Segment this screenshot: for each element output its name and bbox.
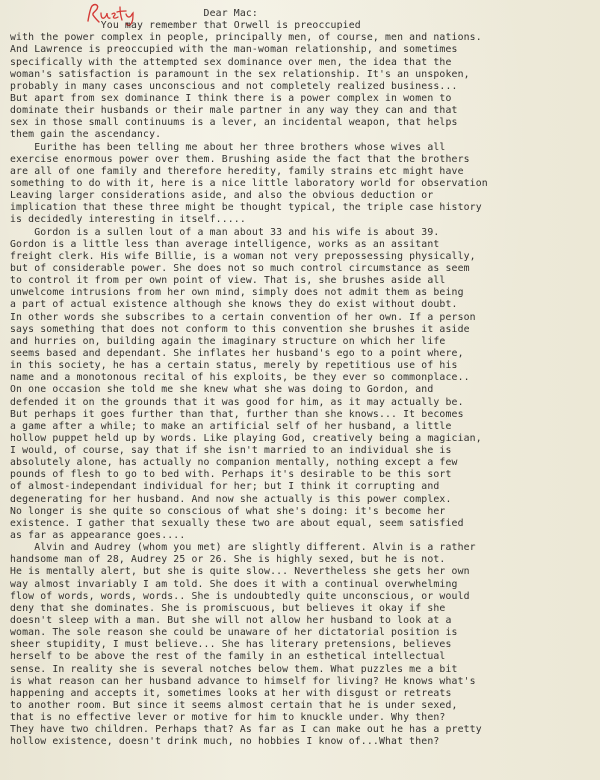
letter-body (10, 8, 596, 749)
letter-line: seems based and dependant. She inflates her husband's ego to a point where, (10, 347, 464, 359)
letter-line: to control it from per own point of view. That is, she brushes aside all (10, 275, 446, 287)
letter-line: absolutely alone, has actually no companion mentally, nothing except a few (10, 457, 458, 469)
letter-line: with the power complex in people, principally men, of course, men and nations. (10, 32, 482, 44)
letter-line: deny that she dominates. She is promiscuous, but believes it okay if she (10, 602, 446, 614)
letter-line: Alvin and Audrey (whom you met) are slightly different. Alvin is a rather (10, 542, 476, 554)
letter-line: On one occasion she told me she knew what she was doing to Gordon, and (10, 384, 434, 396)
letter-line: name and a monotonous recital of his exploits, be they ever so commonplace.. (10, 372, 470, 384)
letter-line: And Lawrence is preoccupied with the man-woman relationship, and sometimes (10, 44, 458, 56)
letter-line: unwelcome intrusions from her own mind, simply does not admit them as being (10, 287, 464, 299)
letter-line: dominate their husbands or their male partner in any way they can and that (10, 105, 458, 117)
letter-line: woman. The sole reason she could be unaware of her dictatorial position is (10, 627, 458, 639)
letter-line: Gordon is a sullen lout of a man about 33 and his wife is about 39. (10, 226, 440, 238)
letter-line: hollow puppet held up by words. Like playing God, creatively being a magician, (10, 432, 482, 444)
letter-line: as far as appearance goes.... (10, 530, 186, 542)
letter-line: In other words she subscribes to a certain convention of her own. If a person (10, 311, 476, 323)
letter-line: implication that these three might be thought typical, the triple case history (10, 202, 482, 214)
letter-line: They have two children. Perhaps that? As far as I can make out he has a pretty (10, 724, 482, 736)
letter-line: sex in those small continuums is a lever, an incidental weapon, that helps (10, 117, 458, 129)
letter-line: He is mentally alert, but she is quite slow... Nevertheless she gets her own (10, 566, 470, 578)
letter-line: sense. In reality she is several notches below them. What puzzles me a bit (10, 663, 458, 675)
letter-line: But apart from sex dominance I think there is a power complex in women to (10, 92, 452, 104)
letter-line: hollow existence, doesn't drink much, no hobbies I know of...What then? (10, 736, 440, 748)
letter-line: that is no effective lever or motive for him to knuckle under. Why then? (10, 712, 446, 724)
letter-line: exercise enormous power over them. Brushing aside the fact that the brothers (10, 153, 470, 165)
letter-line: doesn't sleep with a man. But she will not allow her husband to look at a (10, 615, 452, 627)
letter-line: pounds of flesh to go to bed with. Perhaps it's desirable to be this sort (10, 469, 452, 481)
letter-line: herself to be above the rest of the family in an esthetical intellectual (10, 651, 446, 663)
letter-line: freight clerk. His wife Billie, is a woman not very prepossessing physically, (10, 250, 476, 262)
letter-line: Eurithe has been telling me about her three brothers whose wives all (10, 141, 446, 153)
letter-line: a part of actual existence although she knows they do exist without doubt. (10, 299, 458, 311)
letter-line: flow of words, words, words.. She is undoubtedly quite unconscious, or would (10, 590, 470, 602)
letter-line: defended it on the grounds that it was good for him, as it may actually be. (10, 396, 464, 408)
letter-line: Gordon is a little less than average intelligence, works as an assitant (10, 238, 440, 250)
letter-line: way almost invariably I am told. She does it with a continual overwhelming (10, 578, 458, 590)
letter-line: is decidedly interesting in itself..... (10, 214, 246, 226)
letter-line: sheer stupidity, I must believe... She has literary pretensions, believes (10, 639, 452, 651)
letter-line: to another room. But since it seems almost certain that he is under sexed, (10, 700, 458, 712)
letter-line: existence. I gather that sexually these two are about equal, seem satisfied (10, 517, 464, 529)
letter-line: Leaving larger considerations aside, and also the obvious deduction or (10, 190, 434, 202)
letter-line: in this society, he has a certain status, merely by repetitious use of his (10, 360, 458, 372)
letter-line: a game after a while; to make an artificial self of her husband, a little (10, 420, 452, 432)
salutation: Dear Mac: (10, 8, 258, 19)
letter-line: them gain the ascendancy. (10, 129, 162, 141)
letter-line: happening and accepts it, sometimes looks at her with disgust or retreats (10, 687, 452, 699)
letter-line: handsome man of 28, Audrey 25 or 26. She is highly sexed, but he is not. (10, 554, 446, 566)
letter-line: But perhaps it goes further than that, further than she knows... It becomes (10, 408, 464, 420)
letter-line: degenerating for her husband. And now she actually is this power complex. (10, 493, 452, 505)
letter-line: You may remember that Orwell is preoccupied (10, 20, 361, 32)
letter-line: I would, of course, say that if she isn't married to an individual she is (10, 445, 452, 457)
letter-line: woman's satisfaction is paramount in the sex relationship. It's an unspoken, (10, 68, 470, 80)
letter-line: says something that does not conform to this convention she brushes it aside (10, 323, 470, 335)
letter-line: probably in many cases unconscious and not completely realized business... (10, 80, 458, 92)
letter-line: No longer is she quite so conscious of what she's doing: it's become her (10, 505, 446, 517)
letter-line: but of considerable power. She does not so much control circumstance as seem (10, 262, 470, 274)
letter-line: something to do with it, here is a nice little laboratory world for observation (10, 177, 488, 189)
letter-lines (10, 20, 596, 748)
letter-line: is what reason can her husband advance to himself for living? He knows what's (10, 675, 476, 687)
letter-line: and hurries on, building again the imaginary structure on which her life (10, 335, 446, 347)
letter-line: of almost-independant individual for her; but I think it corrupting and (10, 481, 440, 493)
letter-line: are all of one family and therefore heredity, family strains etc might have (10, 165, 464, 177)
letter-line: specifically with the attempted sex dominance over men, the idea that the (10, 56, 452, 68)
